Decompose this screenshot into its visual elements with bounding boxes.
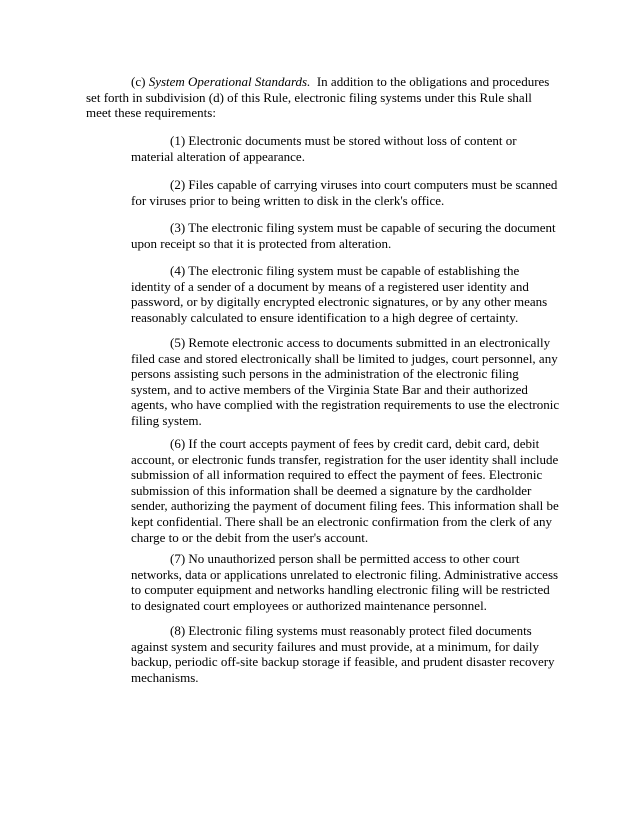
section-c-line: set forth in subdivision (d) of this Rule, electronic filing systems under this Rule shall xyxy=(86,89,532,105)
requirement-line: identity of a sender of a document by means of a registered user identity and xyxy=(131,278,529,294)
requirement-6 xyxy=(131,436,559,545)
requirement-4 xyxy=(131,263,556,325)
section-c-paragraph xyxy=(86,74,556,121)
requirement-line: against system and security failures and must provide, at a minimum, for daily xyxy=(131,638,539,654)
requirement-line: material alteration of appearance. xyxy=(131,148,305,164)
requirement-line: submission of this information shall be deemed a signature by the cardholder xyxy=(131,482,532,498)
requirement-line: agents, who have complied with the registration requirements to use the electronic xyxy=(131,397,560,413)
requirement-line: backup, periodic off-site backup storage if feasible, and prudent disaster recovery xyxy=(131,654,555,670)
requirement-line: filed case and stored electronically shall be limited to judges, court personnel, any xyxy=(131,350,558,366)
requirement-line: submission of all information required to effect the payment of fees. Electronic xyxy=(131,467,543,483)
requirement-line: kept confidential. There shall be an electronic confirmation from the clerk of any xyxy=(131,513,553,529)
requirement-line: filing system. xyxy=(131,412,202,428)
requirement-line: charge to or the debit from the user's account. xyxy=(131,529,369,545)
requirement-line: sender, authorizing the payment of document filing fees. This information shall be xyxy=(131,498,559,514)
requirement-2 xyxy=(131,177,556,208)
section-c-label: (c) xyxy=(131,74,146,89)
section-c-first-line xyxy=(86,74,556,90)
requirement-line: for viruses prior to being written to disk in the clerk's office. xyxy=(131,192,445,208)
requirement-line: (2) Files capable of carrying viruses into court computers must be scanned xyxy=(170,177,558,192)
requirement-line: (7) No unauthorized person shall be permitted access to other court xyxy=(170,551,520,566)
requirement-1 xyxy=(131,133,556,164)
requirement-line: networks, data or applications unrelated to electronic filing. Administrative access xyxy=(131,566,559,582)
requirement-line: (6) If the court accepts payment of fees by credit card, debit card, debit xyxy=(170,436,540,451)
requirement-8 xyxy=(131,623,556,685)
requirement-line: (3) The electronic filing system must be capable of securing the document xyxy=(170,220,556,235)
section-c-intro-text: In addition to the obligations and procedures xyxy=(316,74,550,89)
requirement-line: upon receipt so that it is protected from alteration. xyxy=(131,235,392,251)
requirement-line: account, or electronic funds transfer, registration for the user identity shall include xyxy=(131,451,559,467)
requirement-line: mechanisms. xyxy=(131,669,199,685)
requirement-3 xyxy=(131,220,556,251)
requirement-line: to computer equipment and networks handling electronic filing will be restricted xyxy=(131,582,550,598)
requirement-line: (8) Electronic filing systems must reasonably protect filed documents xyxy=(170,623,532,638)
section-c-line: meet these requirements: xyxy=(86,105,216,121)
requirement-line: to designated court employees or authorized maintenance personnel. xyxy=(131,597,487,613)
requirement-line: (4) The electronic filing system must be capable of establishing the xyxy=(170,263,520,278)
requirement-line: password, or by digitally encrypted electronic signatures, or by any other means xyxy=(131,294,548,310)
requirement-line: persons assisting such persons in the administration of the electronic filing xyxy=(131,366,519,382)
requirement-line: system, and to active members of the Virginia State Bar and their authorized xyxy=(131,381,528,397)
requirement-7 xyxy=(131,551,559,613)
section-c-title: System Operational Standards. xyxy=(148,74,311,89)
requirement-5 xyxy=(131,335,560,429)
requirement-line: reasonably calculated to ensure identification to a high degree of certainty. xyxy=(131,309,519,325)
requirement-line: (5) Remote electronic access to documents submitted in an electronically xyxy=(170,335,551,350)
requirement-line: (1) Electronic documents must be stored without loss of content or xyxy=(170,133,517,148)
